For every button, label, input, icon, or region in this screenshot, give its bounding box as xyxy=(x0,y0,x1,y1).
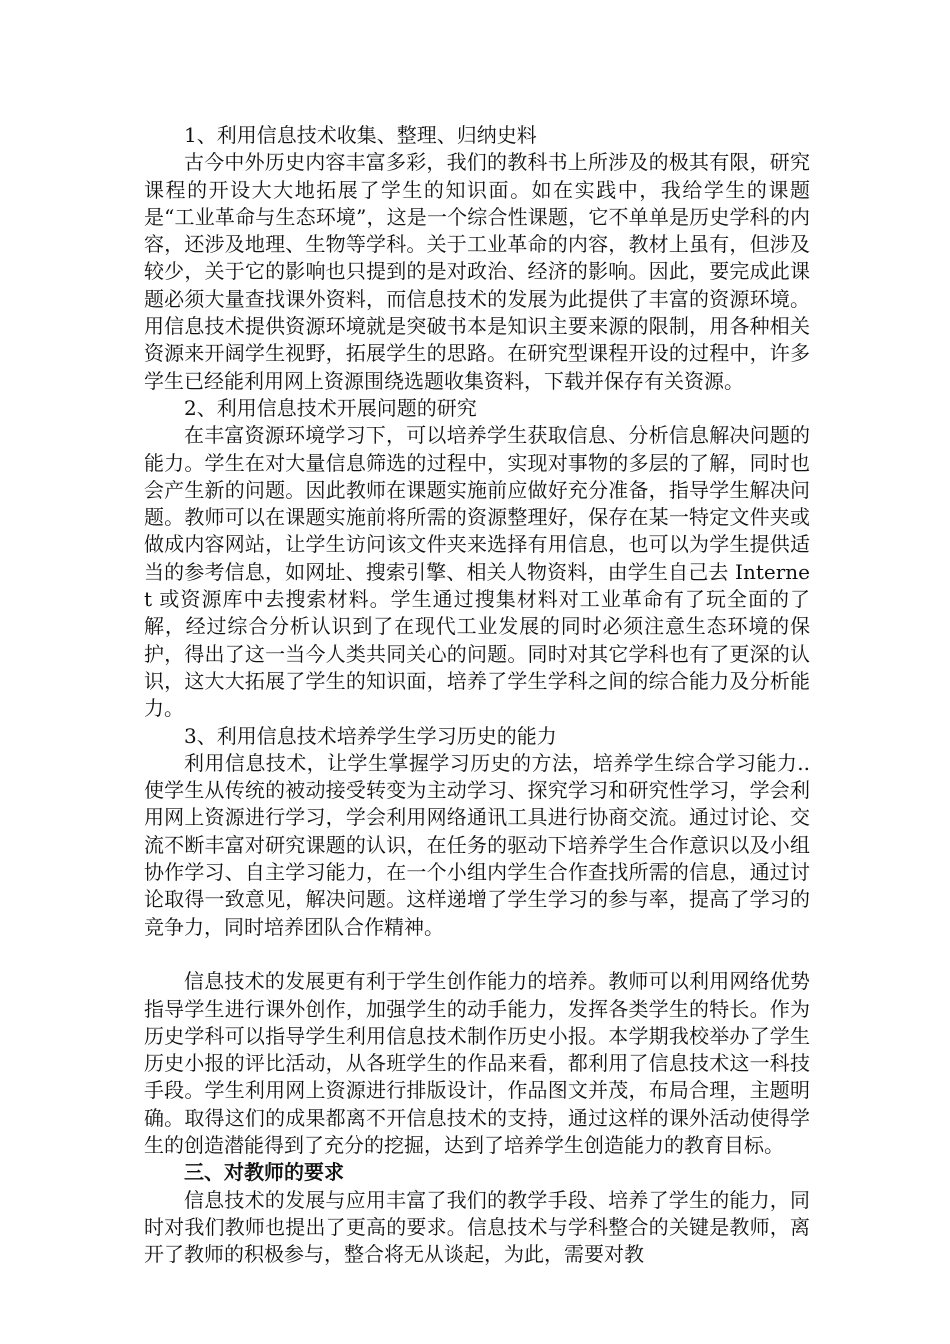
paragraph-collect-materials: 古今中外历史内容丰富多彩，我们的教科书上所涉及的极其有限，研究课程的开设大大地拓展了学生的知识面。如在实践中，我给学生的课题是“工业革命与生态环境”，这是一个综合性课题，它不单单是历史学科的内容，还涉及地理、生物等学科。关于工业革命的内容，教材上虽有，但涉及较少，关于它的影响也只提到的是对政治、经济的影响。因此，要完成此课题必须大量查找课外资料，而信息技术的发展为此提供了丰富的资源环境。用信息技术提供资源环境就是突破书本是知识主要来源的限制，用各种相关资源来开阔学生视野，拓展学生的思路。在研究型课程开设的过程中，许多学生已经能利用网上资源围绕选题收集资料，下载并保存有关资源。 xyxy=(144,150,810,393)
paragraph-spacer xyxy=(144,941,810,968)
paragraph-learning-ability: 利用信息技术，让学生掌握学习历史的方法，培养学生综合学习能力..使学生从传统的被动接受转变为主动学习、探究学习和研究性学习，学会利用网上资源进行学习，学会利用网络通讯工具进行协商交流。通过讨论、交流不断丰富对研究课题的认识，在任务的驱动下培养学生合作意识以及小组协作学习、自主学习能力，在一个小组内学生合作查找所需的信息，通过讨论取得一致意见，解决问题。这样递增了学生学习的参与率，提高了学习的竞争力，同时培养团队合作精神。 xyxy=(144,750,810,939)
section-heading-teacher-requirements: 三、对教师的要求 xyxy=(184,1160,344,1185)
section-heading-problem-research: 2、利用信息技术开展问题的研究 xyxy=(184,395,477,420)
document-body xyxy=(144,122,810,1268)
section-heading-collect-materials: 1、利用信息技术收集、整理、归纳史料 xyxy=(184,123,537,147)
paragraph-teacher-requirements: 信息技术的发展与应用丰富了我们的教学手段、培养了学生的能力，同时对我们教师也提出了更高的要求。信息技术与学科整合的关键是教师，离开了教师的积极参与，整合将无从谈起，为此，需要对教 xyxy=(144,1187,810,1267)
paragraph-creative-ability: 信息技术的发展更有利于学生创作能力的培养。教师可以利用网络优势指导学生进行课外创作，加强学生的动手能力，发挥各类学生的特长。作为历史学科可以指导学生利用信息技术制作历史小报。本学期我校举办了学生历史小报的评比活动，从各班学生的作品来看，都利用了信息技术这一科技手段。学生利用网上资源进行排版设计，作品图文并茂，布局合理，主题明确。取得这们的成果都离不开信息技术的支持，通过这样的课外活动使得学生的创造潜能得到了充分的挖掘，达到了培养学生创造能力的教育目标。 xyxy=(144,969,810,1157)
paragraph-problem-research: 在丰富资源环境学习下，可以培养学生获取信息、分析信息解决问题的能力。学生在对大量信息筛选的过程中，实现对事物的多层的了解，同时也会产生新的问题。因此教师在课题实施前应做好充分准备，指导学生解决问题。教师可以在课题实施前将所需的资源整理好，保存在某一特定文件夹或做成内容网站，让学生访问该文件夹来选择有用信息，也可以为学生提供适当的参考信息，如网址、搜索引擎、相关人物资料，由学生自己去 Internet 或资源库中去搜索材料。学生通过搜集材料对工业革命有了玩全面的了解，经过综合分析认识到了在现代工业发展的同时必须注意生态环境的保护，得出了这一当今人类共同关心的问题。同时对其它学科也有了更深的认识，这大大拓展了学生的知识面，培养了学生学科之间的综合能力及分析能力。 xyxy=(144,423,810,721)
section-heading-learning-ability: 3、利用信息技术培养学生学习历史的能力 xyxy=(184,723,557,748)
